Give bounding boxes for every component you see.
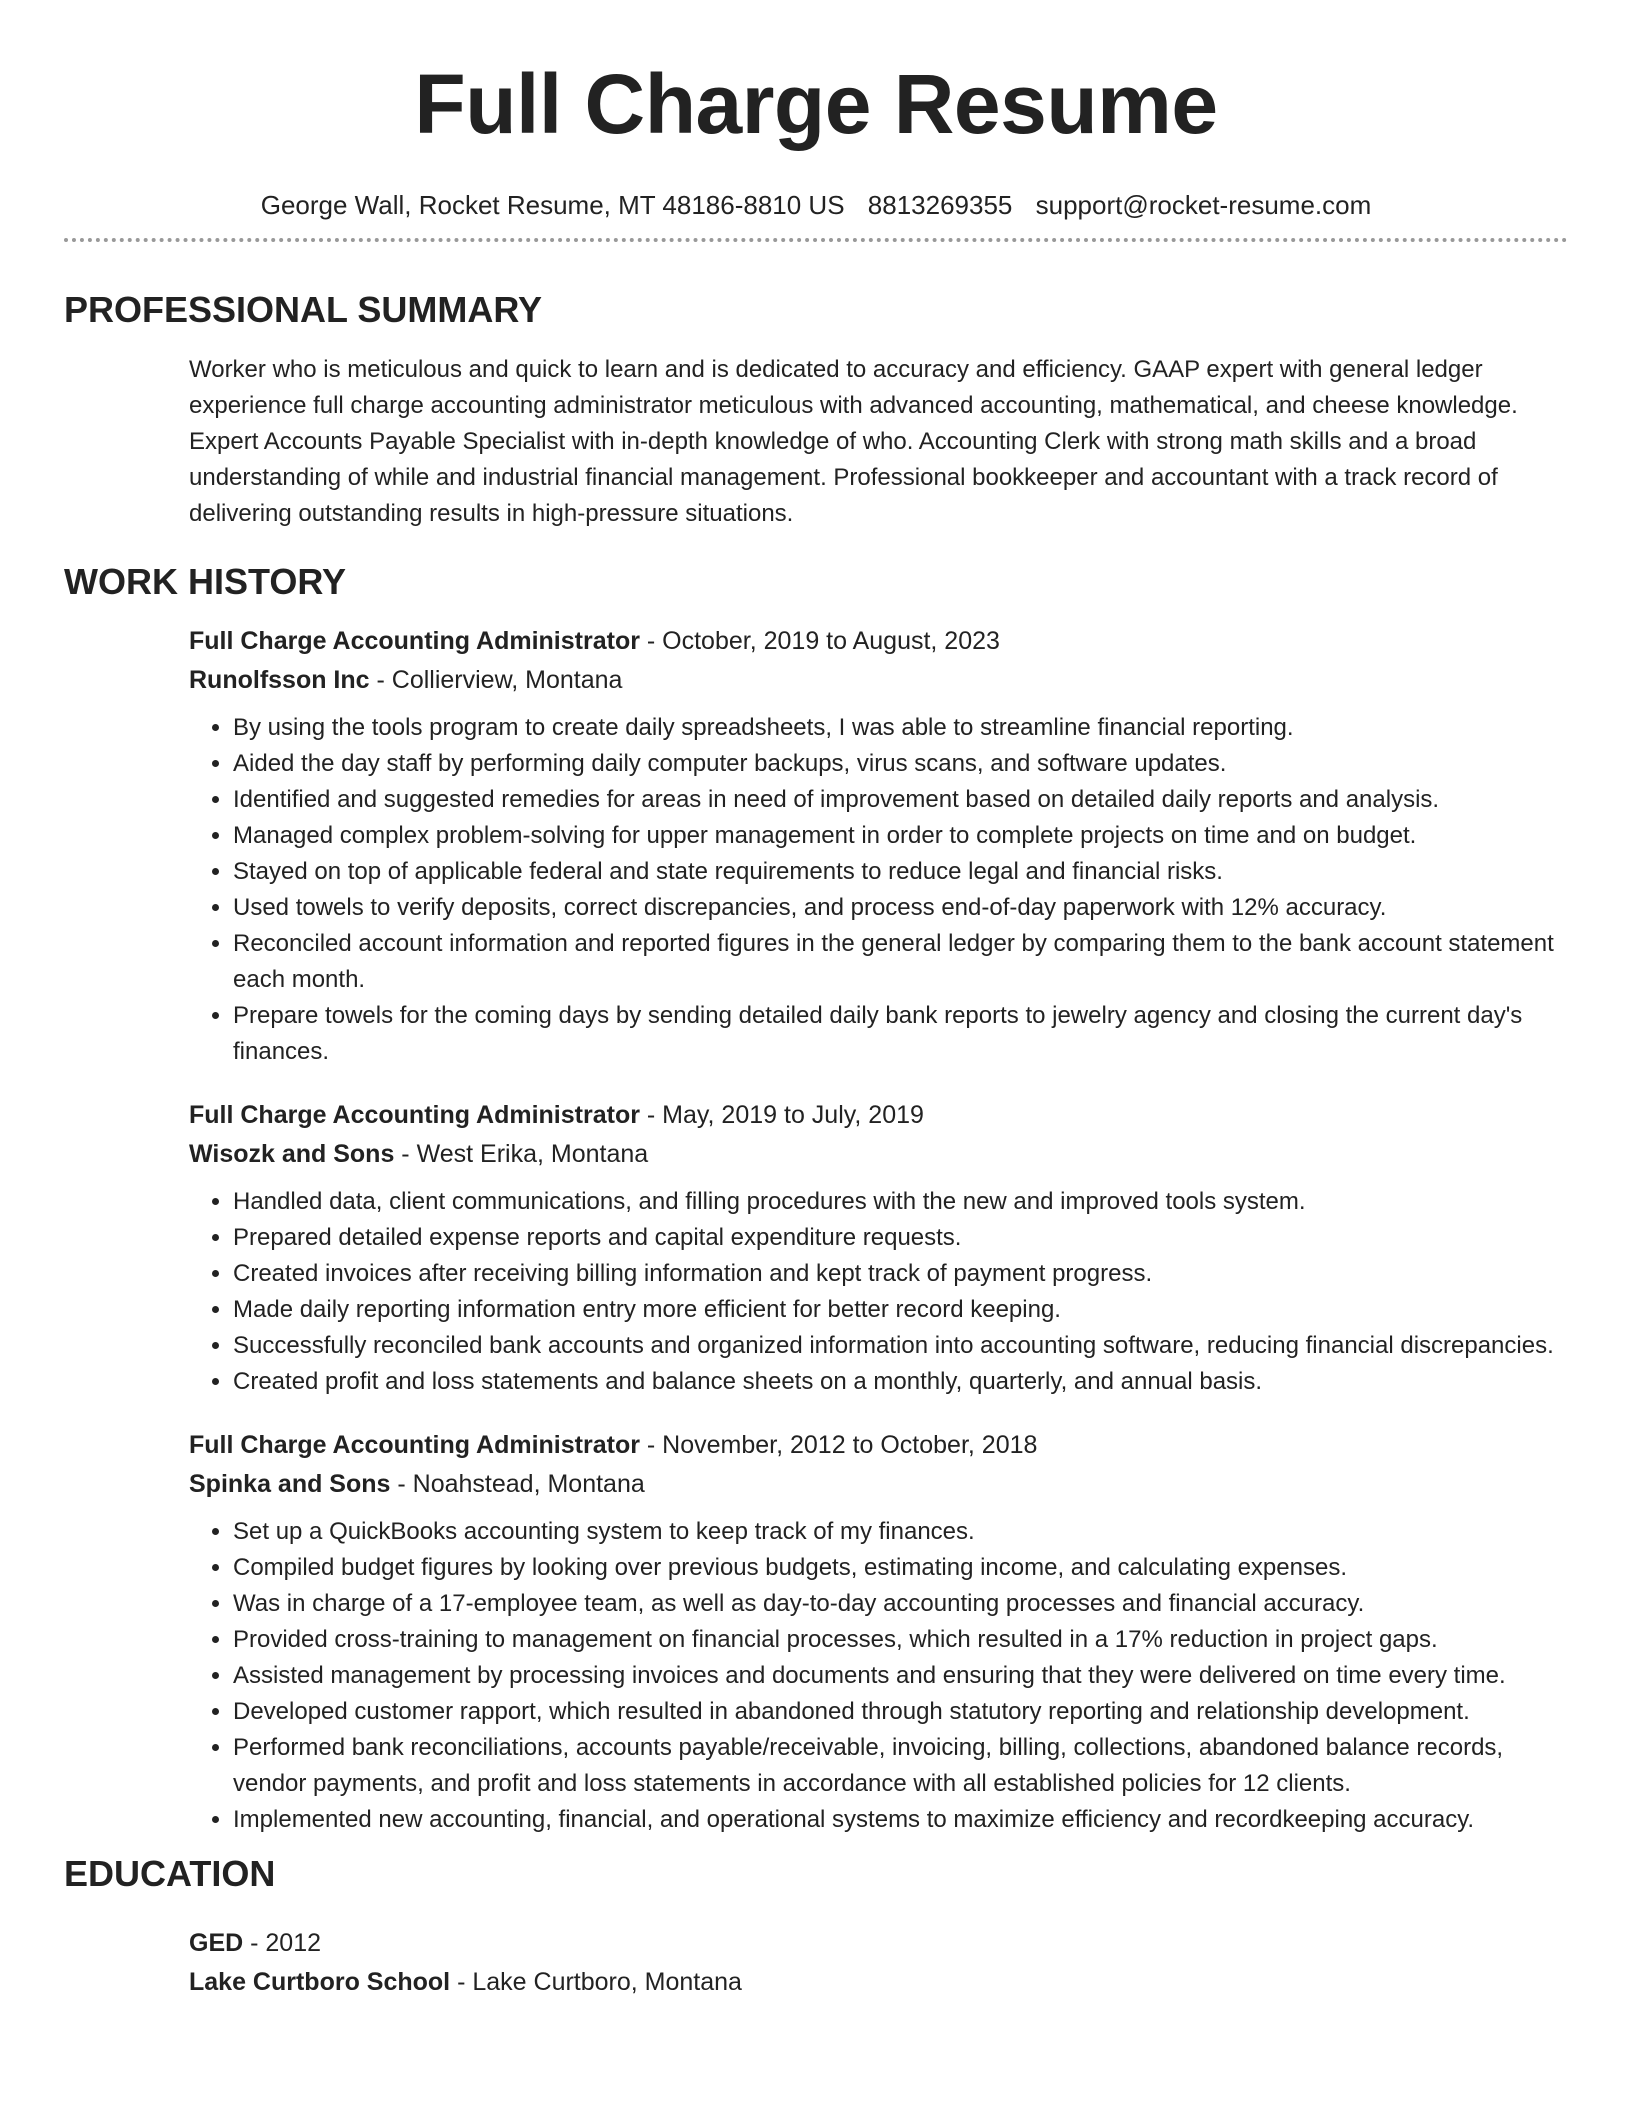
job-entry — [189, 622, 1568, 1070]
job-bullets — [189, 1514, 1568, 1838]
education-entry — [189, 1924, 1568, 2002]
job-bullet: • Implemented new accounting, financial, and operational systems to maximize efficiency and recordkeeping accuracy. — [233, 1802, 1568, 1838]
job-bullet: • Compiled budget figures by looking over previous budgets, estimating income, and calculating expenses. — [233, 1550, 1568, 1586]
professional-summary-section — [64, 288, 1568, 532]
job-bullet: • Provided cross-training to management on financial processes, which resulted in a 17% reduction in project gaps. — [233, 1622, 1568, 1658]
job-company: Wisozk and Sons — [189, 1140, 395, 1168]
job-company-line — [189, 661, 1568, 700]
education-degree: GED — [189, 1929, 244, 1957]
job-dates: - November, 2012 to October, 2018 — [639, 1431, 1038, 1459]
job-bullet: • Created invoices after receiving billing information and kept track of payment progress. — [233, 1256, 1568, 1292]
job-bullets — [189, 710, 1568, 1070]
section-title-summary: PROFESSIONAL SUMMARY — [64, 289, 543, 330]
job-bullet: • Reconciled account information and reported figures in the general ledger by comparing them to the bank account statement each month. — [233, 926, 1568, 998]
job-bullet: • Used towels to verify deposits, correct discrepancies, and process end-of-day paperwork with 12% accuracy. — [233, 890, 1568, 926]
job-bullet: • Made daily reporting information entry more efficient for better record keeping. — [233, 1292, 1568, 1328]
work-history-section — [64, 560, 1568, 1838]
job-bullet: • Aided the day staff by performing daily computer backups, virus scans, and software updates. — [233, 746, 1568, 782]
job-bullet: • Stayed on top of applicable federal and state requirements to reduce legal and financial risks. — [233, 854, 1568, 890]
education-section — [64, 1852, 1568, 2002]
job-company: Runolfsson Inc — [189, 666, 370, 694]
contact-phone: 8813269355 — [867, 190, 1013, 220]
contact-address: George Wall, Rocket Resume, MT 48186-8810 US — [260, 190, 845, 220]
job-role: Full Charge Accounting Administrator — [189, 627, 640, 655]
job-location: - West Erika, Montana — [394, 1140, 649, 1168]
education-school-line — [189, 1963, 1568, 2002]
contact-email: support@rocket-resume.com — [1035, 190, 1372, 220]
job-role: Full Charge Accounting Administrator — [189, 1101, 640, 1129]
job-company-line — [189, 1465, 1568, 1504]
job-bullet: • Was in charge of a 17-employee team, as well as day-to-day accounting processes and financial accuracy. — [233, 1586, 1568, 1622]
job-entry — [189, 1426, 1568, 1838]
job-role-line — [189, 1426, 1568, 1465]
section-title-education: EDUCATION — [64, 1853, 276, 1894]
education-year: - 2012 — [243, 1929, 322, 1957]
header-divider — [64, 238, 1568, 242]
job-bullet: • Identified and suggested remedies for areas in need of improvement based on detailed daily reports and analysis. — [233, 782, 1568, 818]
jobs-list — [64, 622, 1568, 1838]
resume-title: Full Charge Resume — [414, 57, 1218, 151]
job-bullet: • By using the tools program to create daily spreadsheets, I was able to streamline financial reporting. — [233, 710, 1568, 746]
job-role: Full Charge Accounting Administrator — [189, 1431, 640, 1459]
job-entry — [189, 1096, 1568, 1400]
job-location: - Collierview, Montana — [369, 666, 623, 694]
job-role-line — [189, 622, 1568, 661]
education-school: Lake Curtboro School — [189, 1968, 451, 1996]
job-dates: - October, 2019 to August, 2023 — [639, 627, 1000, 655]
job-bullet: • Handled data, client communications, and filling procedures with the new and improved tools system. — [233, 1184, 1568, 1220]
education-location: - Lake Curtboro, Montana — [450, 1968, 742, 1996]
job-bullet: • Assisted management by processing invoices and documents and ensuring that they were delivered on time every time. — [233, 1658, 1568, 1694]
education-degree-line — [189, 1924, 1568, 1963]
job-bullets — [189, 1184, 1568, 1400]
section-title-work: WORK HISTORY — [64, 561, 347, 602]
job-company: Spinka and Sons — [189, 1470, 391, 1498]
job-bullet: • Successfully reconciled bank accounts and organized information into accounting software, reducing financial discrepancies. — [233, 1328, 1568, 1364]
job-bullet: • Prepare towels for the coming days by sending detailed daily bank reports to jewelry agency and closing the current day's finances. — [233, 998, 1568, 1070]
job-bullet: • Developed customer rapport, which resulted in abandoned through statutory reporting and relationship development. — [233, 1694, 1568, 1730]
contact-line — [64, 188, 1568, 222]
job-bullet: • Performed bank reconciliations, accounts payable/receivable, invoicing, billing, collections, abandoned balance records, vendor payments, and profit and loss statements in accordance with all established policies for 12 clients. — [233, 1730, 1568, 1802]
job-role-line — [189, 1096, 1568, 1135]
summary-text: Worker who is meticulous and quick to learn and is dedicated to accuracy and efficiency. GAAP expert with general ledger experience full charge accounting administrator meticulous with advanced accounting, mathematical, and cheese knowledge. Expert Accounts Payable Specialist with in-depth knowledge of who. Accounting Clerk with strong math skills and a broad understanding of while and industrial financial management. Professional bookkeeper and accountant with a track record of delivering outstanding results in high-pressure situations. — [189, 356, 1518, 527]
job-dates: - May, 2019 to July, 2019 — [639, 1101, 924, 1129]
job-company-line — [189, 1135, 1568, 1174]
resume-header — [64, 0, 1568, 222]
job-bullet: • Set up a QuickBooks accounting system to keep track of my finances. — [233, 1514, 1568, 1550]
job-bullet: • Created profit and loss statements and balance sheets on a monthly, quarterly, and annual basis. — [233, 1364, 1568, 1400]
job-bullet: • Prepared detailed expense reports and capital expenditure requests. — [233, 1220, 1568, 1256]
job-bullet: • Managed complex problem-solving for upper management in order to complete projects on time and on budget. — [233, 818, 1568, 854]
job-location: - Noahstead, Montana — [390, 1470, 645, 1498]
